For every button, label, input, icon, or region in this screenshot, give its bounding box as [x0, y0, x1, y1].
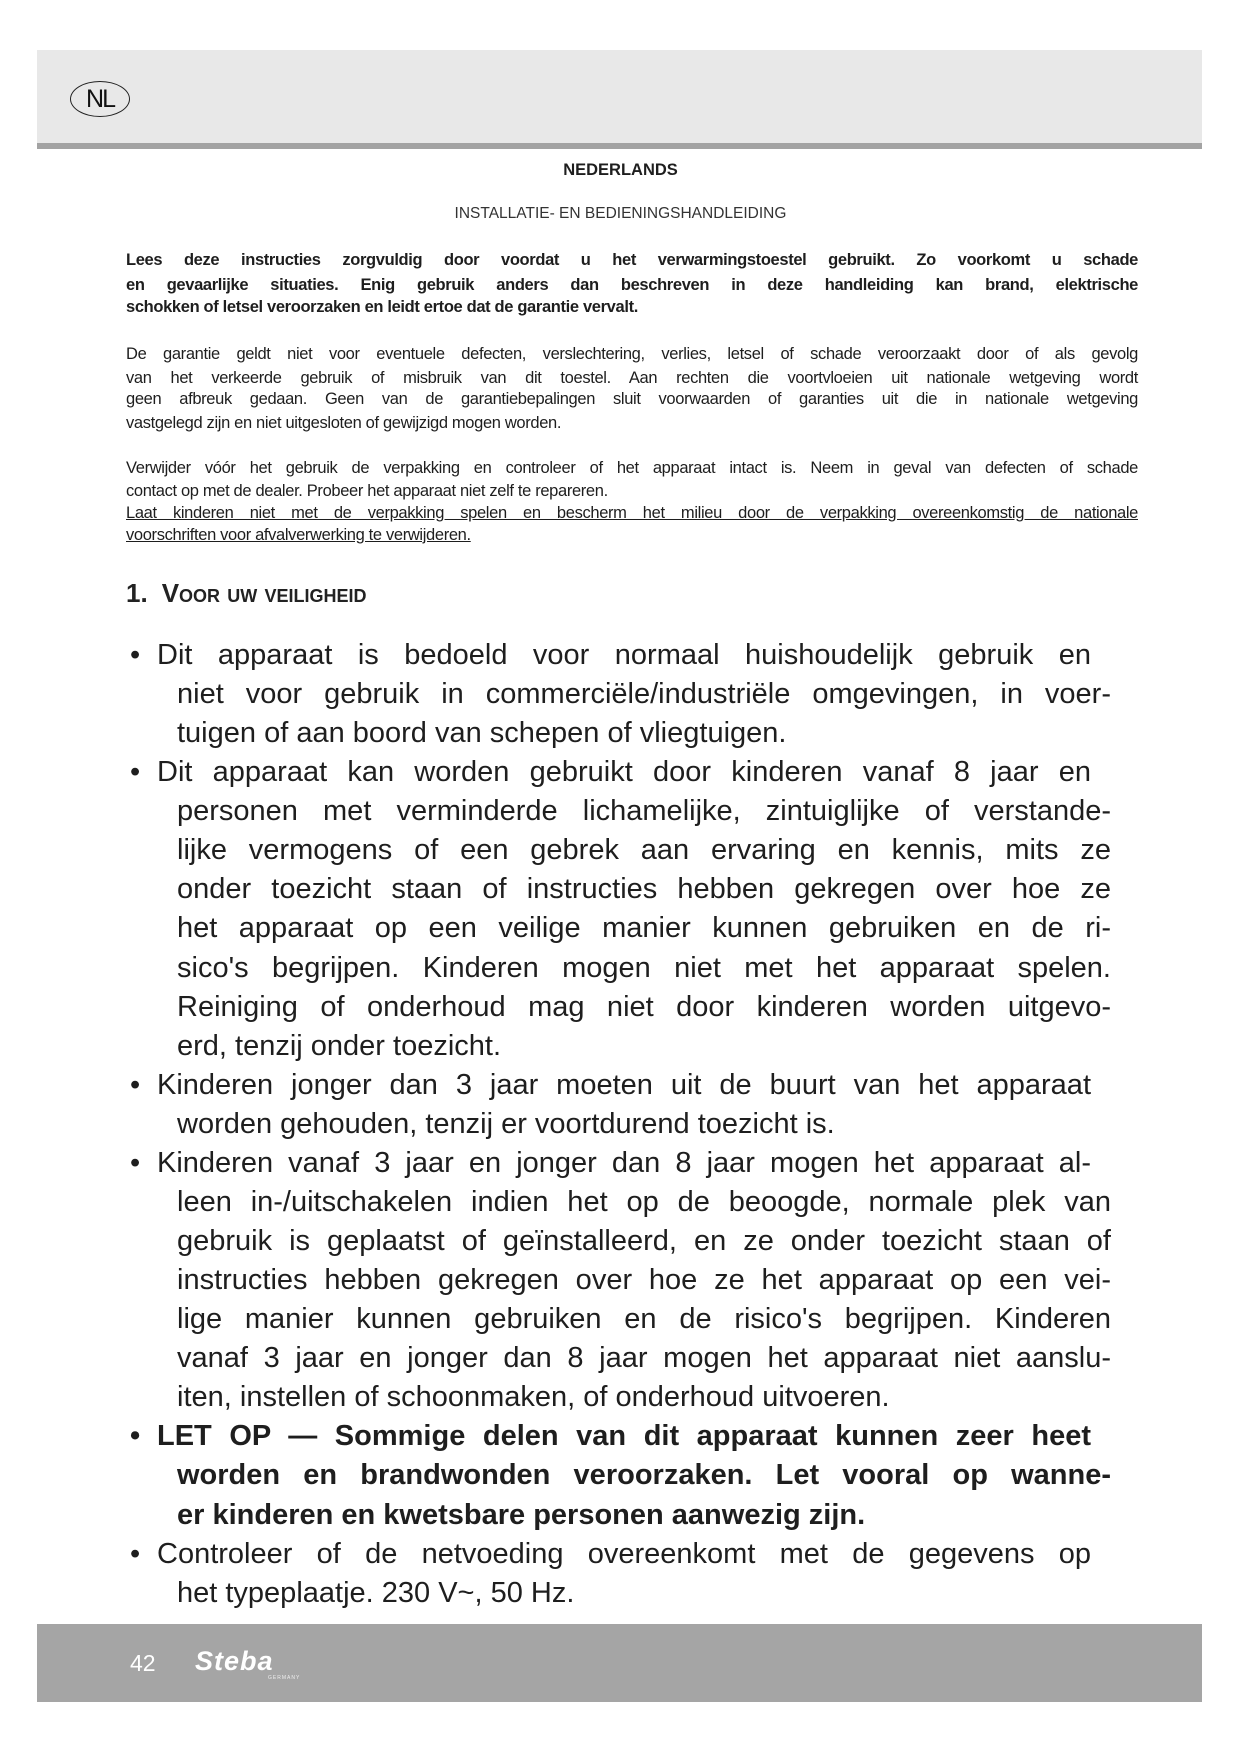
section-heading: [126, 578, 366, 609]
bullet-line: Kinderen jonger dan 3 jaar moeten uit de buurt van het apparaat: [157, 1068, 1091, 1101]
bullet-icon: •: [130, 639, 141, 671]
bullet-line: Kinderen vanaf 3 jaar en jonger dan 8 jaar mogen het apparaat al-: [157, 1146, 1091, 1179]
page-number: 42: [130, 1650, 156, 1676]
paragraph-line: Lees deze instructies zorgvuldig door voordat u het verwarmingstoestel gebruikt. Zo voorkomt u schade: [126, 251, 1138, 269]
bullet-line: tuigen of aan boord van schepen of vliegtuigen.: [177, 717, 787, 750]
bullet-line: personen met verminderde lichamelijke, zintuiglijke of verstande-: [177, 795, 1111, 828]
bullet-line: instructies hebben gekregen over hoe ze het apparaat op een vei-: [177, 1264, 1111, 1297]
bullet-line: vanaf 3 jaar en jonger dan 8 jaar mogen het apparaat niet aanslu-: [177, 1342, 1111, 1375]
bullet-icon: •: [130, 1537, 141, 1570]
bullet-line: onder toezicht staan of instructies hebben gekregen over hoe ze: [177, 873, 1111, 906]
paragraph-line: Laat kinderen niet met de verpakking spelen en bescherm het milieu door de verpakking overeenkomstig de nationale: [126, 504, 1138, 522]
bullet-line: sico's begrijpen. Kinderen mogen niet met het apparaat spelen.: [177, 951, 1111, 984]
bullet-icon: •: [130, 756, 141, 789]
paragraph-line: vastgelegd zijn en niet uitgesloten of gewijzigd mogen worden.: [126, 414, 562, 432]
page-header: [37, 50, 1202, 143]
paragraph-line: voorschriften voor afvalverwerking te verwijderen.: [126, 526, 471, 544]
paragraph-line: Verwijder vóór het gebruik de verpakking en controleer of het apparaat intact is. Neem in geval van defecten of schade: [126, 459, 1138, 477]
paragraph-line: contact op met de dealer. Probeer het apparaat niet zelf te repareren.: [126, 482, 608, 500]
bullet-line: gebruik is geplaatst of geïnstalleerd, en ze onder toezicht staan of: [177, 1225, 1111, 1258]
section-number: 1.: [126, 578, 148, 608]
paragraph-line: schokken of letsel veroorzaken en leidt ertoe dat de garantie vervalt.: [126, 298, 638, 316]
document-subtitle: INSTALLATIE- EN BEDIENINGSHANDLEIDING: [454, 205, 787, 222]
bullet-line: er kinderen en kwetsbare personen aanwezig zijn.: [177, 1498, 866, 1531]
steba-logo-subtitle: GERMANY: [268, 1675, 301, 1681]
paragraph-line: van het verkeerde gebruik of misbruik van dit toestel. Aan rechten die voortvloeien uit nationale wetgeving wordt: [126, 369, 1138, 387]
bullet-line: het apparaat op een veilige manier kunnen gebruiken en de ri-: [177, 912, 1111, 945]
steba-logo: Steba: [195, 1646, 274, 1676]
bullet-icon: •: [130, 1420, 141, 1453]
section-title: Voor uw veiligheid: [161, 578, 367, 608]
document-language-title: NEDERLANDS: [563, 161, 678, 179]
bullet-line: Dit apparaat kan worden gebruikt door kinderen vanaf 8 jaar en: [157, 756, 1091, 789]
bullet-line: worden gehouden, tenzij er voortdurend toezicht is.: [177, 1107, 835, 1140]
paragraph-line: en gevaarlijke situaties. Enig gebruik anders dan beschreven in deze handleiding kan brand, elektrische: [126, 276, 1138, 294]
bullet-line: lijke vermogens of een gebrek aan ervaring en kennis, mits ze: [177, 834, 1111, 867]
bullet-line: iten, instellen of schoonmaken, of onderhoud uitvoeren.: [177, 1381, 890, 1414]
bullet-line: Reiniging of onderhoud mag niet door kinderen worden uitgevo-: [177, 990, 1111, 1023]
bullet-line: erd, tenzij onder toezicht.: [177, 1029, 502, 1062]
bullet-line: Dit apparaat is bedoeld voor normaal huishoudelijk gebruik en: [157, 639, 1091, 671]
bullet-line: worden en brandwonden veroorzaken. Let vooral op wanne-: [177, 1459, 1111, 1492]
bullet-line: lige manier kunnen gebruiken en de risico's begrijpen. Kinderen: [177, 1303, 1111, 1336]
bullet-line: LET OP — Sommige delen van dit apparaat kunnen zeer heet: [157, 1420, 1091, 1453]
bullet-line: het typeplaatje. 230 V~, 50 Hz.: [177, 1576, 575, 1609]
paragraph-line: De garantie geldt niet voor eventuele defecten, verslechtering, verlies, letsel of schade veroorzaakt door of als gevolg: [126, 345, 1138, 363]
bullet-icon: •: [130, 1068, 141, 1101]
bullet-line: Controleer of de netvoeding overeenkomt met de gegevens op: [157, 1537, 1091, 1570]
language-badge: NL: [70, 81, 130, 117]
paragraph-line: geen afbreuk gedaan. Geen van de garantiebepalingen sluit voorwaarden of garanties uit die in nationale wetgeving: [126, 390, 1138, 408]
bullet-line: niet voor gebruik in commerciële/industriële omgevingen, in voer-: [177, 678, 1111, 711]
bullet-icon: •: [130, 1146, 141, 1179]
bullet-line: leen in-/uitschakelen indien het op de beoogde, normale plek van: [177, 1185, 1111, 1218]
header-divider: [37, 143, 1202, 149]
